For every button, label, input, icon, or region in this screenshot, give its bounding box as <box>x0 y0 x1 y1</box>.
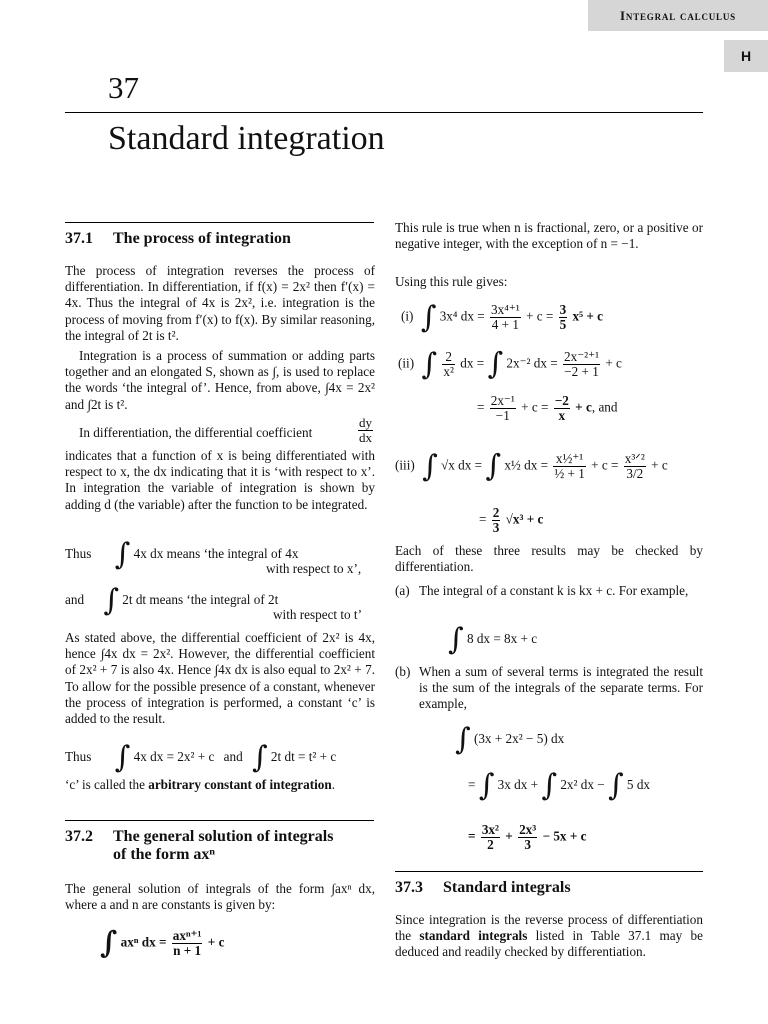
paragraph: This rule is true when n is fractional, zero, or a positive or negative integer, with the exception of n = −1. <box>395 220 703 252</box>
integral-sign: ∫ <box>114 537 131 572</box>
integral-sign: ∫ <box>103 583 119 618</box>
integral-sign: ∫ <box>448 622 464 657</box>
fraction-numerator: axⁿ⁺¹ <box>172 928 202 943</box>
fraction-denominator: x <box>554 408 570 423</box>
arbitrary-constant-line <box>65 777 335 793</box>
integral-sign: ∫ <box>487 346 504 382</box>
equation-fraction <box>563 350 600 379</box>
fraction-numerator: 2 <box>445 349 452 364</box>
fraction-numerator: dy <box>359 415 372 430</box>
fraction-numerator: x³ᐟ² <box>624 451 645 466</box>
integral-sign: ∫ <box>100 925 118 961</box>
section-title: The process of integration <box>113 230 291 247</box>
integral-expression: 2t dt means ‘the integral of 2t <box>122 592 279 607</box>
list-label-a: (a) <box>395 583 410 598</box>
fraction-denominator: −2 + 1 <box>564 364 599 379</box>
equals-sign: = <box>477 399 485 415</box>
sum-example-line2 <box>468 768 650 803</box>
integral-sign: ∫ <box>485 448 502 484</box>
equation-part: + c = <box>526 308 554 324</box>
example-iii-line2 <box>479 506 543 535</box>
result-tail: x⁵ + c <box>572 308 604 324</box>
chapter-rule <box>65 112 703 113</box>
fraction-denominator: 5 <box>559 317 567 332</box>
equation-fraction <box>172 929 203 958</box>
fraction-numerator: −2 <box>554 393 569 408</box>
fraction-numerator: 3x⁴⁺¹ <box>491 302 520 317</box>
fraction-denominator: 3 <box>518 837 537 852</box>
section-title: Standard integrals <box>443 879 571 896</box>
fraction-numerator: 2 <box>492 505 500 520</box>
integral-expression: 4x dx = 2x² + c <box>133 749 215 764</box>
result-tail: √x³ + c <box>505 511 544 527</box>
fraction-denominator: 3/2 <box>624 466 646 481</box>
fraction-numerator: 2x⁻²⁺¹ <box>564 349 600 364</box>
section-number: 37.2 <box>65 828 93 845</box>
sum-example-line3 <box>468 823 587 852</box>
paragraph: The general solution of integrals of the form ∫axⁿ dx, where a and n are constants is given by: <box>65 881 375 913</box>
section-title: The general solution of integrals <box>113 828 334 845</box>
text-run: . <box>331 777 336 792</box>
chapter-title: Standard integration <box>108 120 385 157</box>
equation-lhs: axⁿ dx = <box>120 934 167 950</box>
integral-sign: ∫ <box>422 448 438 484</box>
paragraph: As stated above, the differential coefficient of 2x² is 4x, hence ∫4x dx = 2x². However, the differential coefficient of 2x² + 7 is also 4x. Hence ∫4x dx is also equal to 2x² + 7. To allow for the possible presence of a constant, whenever the process of integration is performed, a constant ‘c’ is added to the result. <box>65 630 375 727</box>
integral-sign: ∫ <box>251 740 268 775</box>
section-rule <box>395 871 703 872</box>
integral-sign: ∫ <box>541 768 558 803</box>
text-run: Since integration is the reverse process of differentiation the <box>395 912 703 944</box>
example-label: (i) <box>401 308 414 324</box>
equation-part: 3x dx + <box>497 777 539 792</box>
general-rule-equation <box>100 925 225 961</box>
equation-part: + c = <box>521 399 549 415</box>
and-word: and <box>223 749 243 764</box>
integrand-fraction <box>442 350 455 379</box>
and-word: , and <box>591 399 618 415</box>
example-label: (ii) <box>398 355 415 371</box>
and-label: and <box>65 592 85 607</box>
thus-label: Thus <box>65 546 92 561</box>
thus-line-1-tail: with respect to x’, <box>266 561 362 576</box>
paragraph: Integration is a process of summation or adding parts together and an elongated S, shown as ∫, is used to replace the words ‘the integral of’. Hence, from above, ∫4x = 2x² and ∫2t is t². <box>65 348 375 412</box>
section-rule <box>65 820 374 821</box>
list-item-b: When a sum of several terms is integrated the result is the sum of the integrals of the separate terms. For example, <box>419 664 703 712</box>
thus-label: Thus <box>65 749 92 764</box>
list-label-b: (b) <box>395 664 411 679</box>
and-line <box>65 583 279 618</box>
thus-line-2 <box>65 740 337 775</box>
equation-part: + c = <box>591 457 619 473</box>
fraction-denominator: −1 <box>490 408 516 423</box>
text-run: listed in Table 37.1 may be deduced and readily checked by differentiation. <box>395 928 703 960</box>
equation-tail: + c <box>207 934 225 950</box>
list-item-a: The integral of a constant k is kx + c. For example, <box>419 583 689 598</box>
paragraph: Using this rule gives: <box>395 274 508 289</box>
paragraph: Each of these three results may be checked by differentiation. <box>395 543 703 575</box>
section-heading-37-1 <box>65 230 291 248</box>
section-number: 37.3 <box>395 879 423 896</box>
dy-dx-fraction <box>358 416 373 445</box>
fraction-denominator: ½ + 1 <box>554 466 585 481</box>
equation-part: 3x⁴ dx = <box>439 308 485 324</box>
result-fraction <box>492 506 501 535</box>
sum-example-line1 <box>455 722 565 757</box>
fraction-denominator: dx <box>359 430 372 445</box>
result-fraction <box>518 823 537 852</box>
and-line-tail: with respect to t’ <box>273 607 362 622</box>
integral-expression: 4x dx means ‘the integral of 4x <box>133 546 299 561</box>
result-fraction <box>481 823 500 852</box>
integral-sign: ∫ <box>478 768 495 803</box>
integral-sign: ∫ <box>114 740 131 775</box>
integral-sign: ∫ <box>455 722 471 757</box>
example-label: (iii) <box>395 457 415 473</box>
paragraph <box>395 912 703 961</box>
equation-fraction <box>553 452 586 481</box>
equation-part: 8 dx = 8x + c <box>466 631 538 646</box>
section-title-line2: of the form axⁿ <box>113 846 215 863</box>
equation-part: (3x + 2x² − 5) dx <box>473 731 565 746</box>
chapter-number: 37 <box>108 70 139 105</box>
part-letter: H <box>724 40 768 72</box>
equation-part: 2x² dx − <box>560 777 605 792</box>
section-heading-37-2 <box>65 828 333 864</box>
equation-fraction <box>490 303 521 332</box>
thus-line-1 <box>65 537 299 572</box>
equation-part: x½ dx = <box>504 457 549 473</box>
result-fraction <box>554 394 570 423</box>
fraction-numerator: 2x³ <box>519 822 537 837</box>
equation-part: dx = <box>460 355 485 371</box>
integral-sign: ∫ <box>421 346 438 382</box>
plus-sign: + <box>505 828 513 844</box>
equals-sign: = <box>468 828 476 844</box>
result-tail: − 5x + c <box>542 828 587 844</box>
section-number: 37.1 <box>65 230 93 247</box>
fraction-denominator: 3 <box>492 520 500 535</box>
equation-tail: + c <box>605 355 622 371</box>
fraction-numerator: 2x⁻¹ <box>490 393 515 408</box>
equation-part: 2x⁻² dx = <box>506 355 558 371</box>
equation-tail: + c <box>651 457 668 473</box>
equation-part: 5 dx <box>626 777 650 792</box>
result-fraction <box>559 303 568 332</box>
integral-sign: ∫ <box>420 299 437 335</box>
section-tab: Integral calculus <box>588 0 768 31</box>
integral-expression: 2t dt = t² + c <box>270 749 337 764</box>
equation-fraction <box>490 394 516 423</box>
section-rule <box>65 222 374 223</box>
paragraph: indicates that a function of x is being differentiated with respect to x, the dx indicating that it is ‘with respect to x’. In integration the variable of integration is shown by adding d (the variable) after the function to be integrated. <box>65 448 375 512</box>
equation-fraction <box>624 452 646 481</box>
fraction-numerator: x½⁺¹ <box>555 451 584 466</box>
fraction-denominator: 2 <box>481 837 500 852</box>
bold-term: arbitrary constant of integration <box>148 777 332 792</box>
paragraph-fragment: In differentiation, the differential coefficient <box>79 425 313 440</box>
fraction-denominator: x² <box>443 364 454 379</box>
constant-example-equation <box>448 622 538 657</box>
section-heading-37-3 <box>395 879 571 897</box>
fraction-denominator: n + 1 <box>173 943 202 958</box>
text-run: ‘c’ is called the <box>65 777 149 792</box>
equation-part: √x dx = <box>441 457 483 473</box>
equals-sign: = <box>468 777 476 792</box>
fraction-denominator: 4 + 1 <box>491 317 519 332</box>
example-ii-line2 <box>477 394 617 423</box>
bold-term: standard integrals <box>419 928 528 944</box>
paragraph: The process of integration reverses the process of differentiation. In differentiation, if f(x) = 2x² then f′(x) = 4x. Thus the integral of 4x is 2x², i.e. integration is the process of moving from f′(x) to f(x). By similar reasoning, the integral of 2t is t². <box>65 263 375 343</box>
example-ii <box>398 346 622 382</box>
example-i <box>401 299 604 335</box>
equals-sign: = <box>479 511 487 527</box>
fraction-numerator: 3x² <box>481 822 499 837</box>
example-iii <box>395 448 668 484</box>
fraction-numerator: 3 <box>559 302 567 317</box>
integral-sign: ∫ <box>607 768 624 803</box>
result-tail: + c <box>575 399 592 415</box>
